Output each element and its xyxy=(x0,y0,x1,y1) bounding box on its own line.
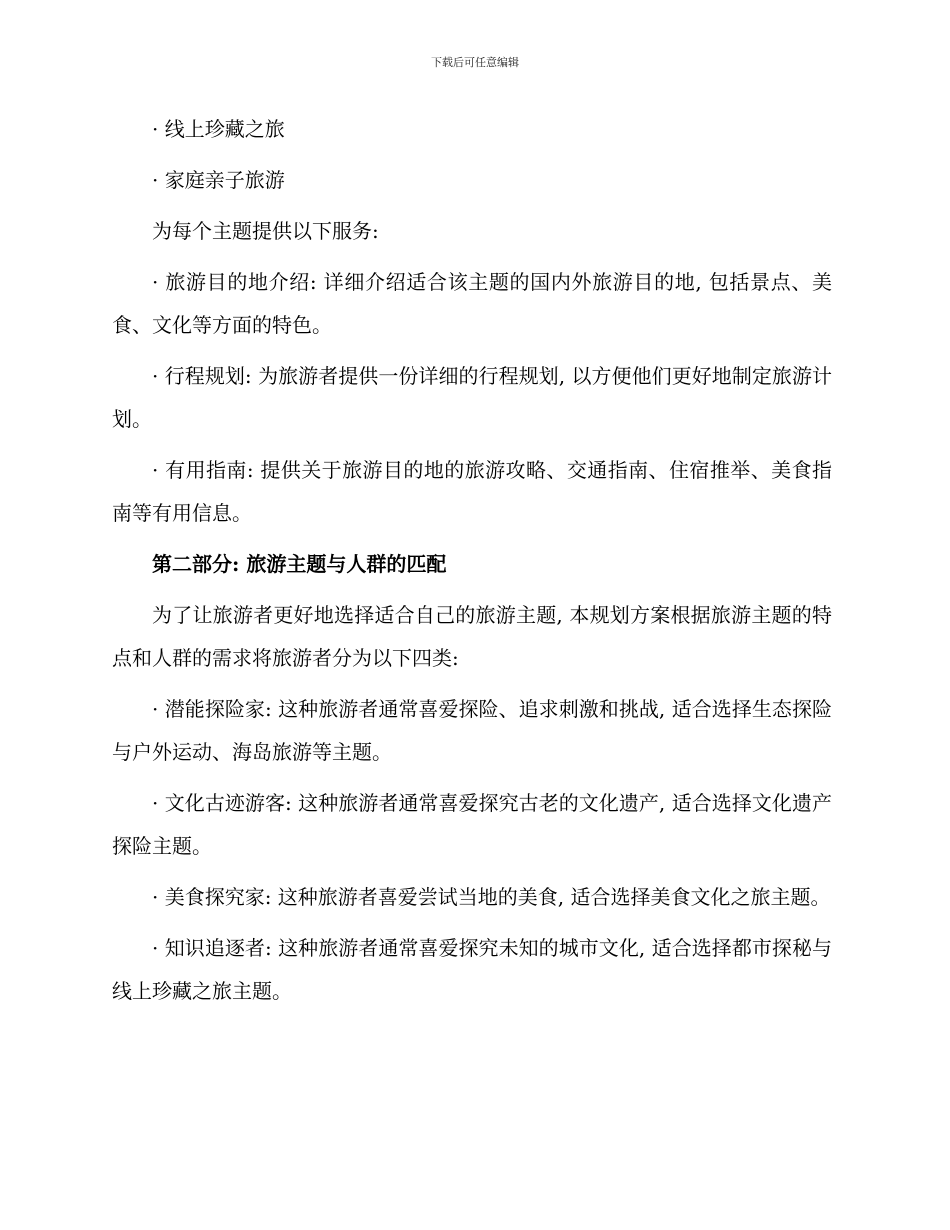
bullet-knowledge-seeker: · 知识追逐者: 这种旅游者通常喜爱探究未知的城市文化, 适合选择都市探秘与线上珍藏之旅主题。 xyxy=(112,936,832,1003)
document-body xyxy=(112,108,832,1021)
page-header-note: 下载后可任意编辑 xyxy=(431,56,519,69)
bullet-cultural-heritage-visitor: · 文化古迹游客: 这种旅游者通常喜爱探究古老的文化遗产, 适合选择文化遗产探险主题。 xyxy=(112,791,832,858)
bullet-family-parent-child-travel: · 家庭亲子旅游 xyxy=(152,168,285,192)
services-intro: 为每个主题提供以下服务: xyxy=(152,219,379,243)
bullet-useful-guide: · 有用指南: 提供关于旅游目的地的旅游攻略、交通指南、住宿推举、美食指南等有用信息。 xyxy=(112,458,832,525)
bullet-destination-introduction: · 旅游目的地介绍: 详细介绍适合该主题的国内外旅游目的地, 包括景点、美食、文化等方面的特色。 xyxy=(112,270,832,337)
section-heading-part-two: 第二部分: 旅游主题与人群的匹配 xyxy=(152,552,447,576)
bullet-online-treasure-tour: · 线上珍藏之旅 xyxy=(152,117,285,141)
section-intro-paragraph: 为了让旅游者更好地选择适合自己的旅游主题, 本规划方案根据旅游主题的特点和人群的需求将旅游者分为以下四类: xyxy=(112,603,832,670)
bullet-itinerary-planning: · 行程规划: 为旅游者提供一份详细的行程规划, 以方便他们更好地制定旅游计划。 xyxy=(112,364,832,431)
bullet-food-explorer: · 美食探究家: 这种旅游者喜爱尝试当地的美食, 适合选择美食文化之旅主题。 xyxy=(152,885,831,909)
bullet-potential-explorer: · 潜能探险家: 这种旅游者通常喜爱探险、追求刺激和挑战, 适合选择生态探险与户外运动、海岛旅游等主题。 xyxy=(112,697,832,764)
